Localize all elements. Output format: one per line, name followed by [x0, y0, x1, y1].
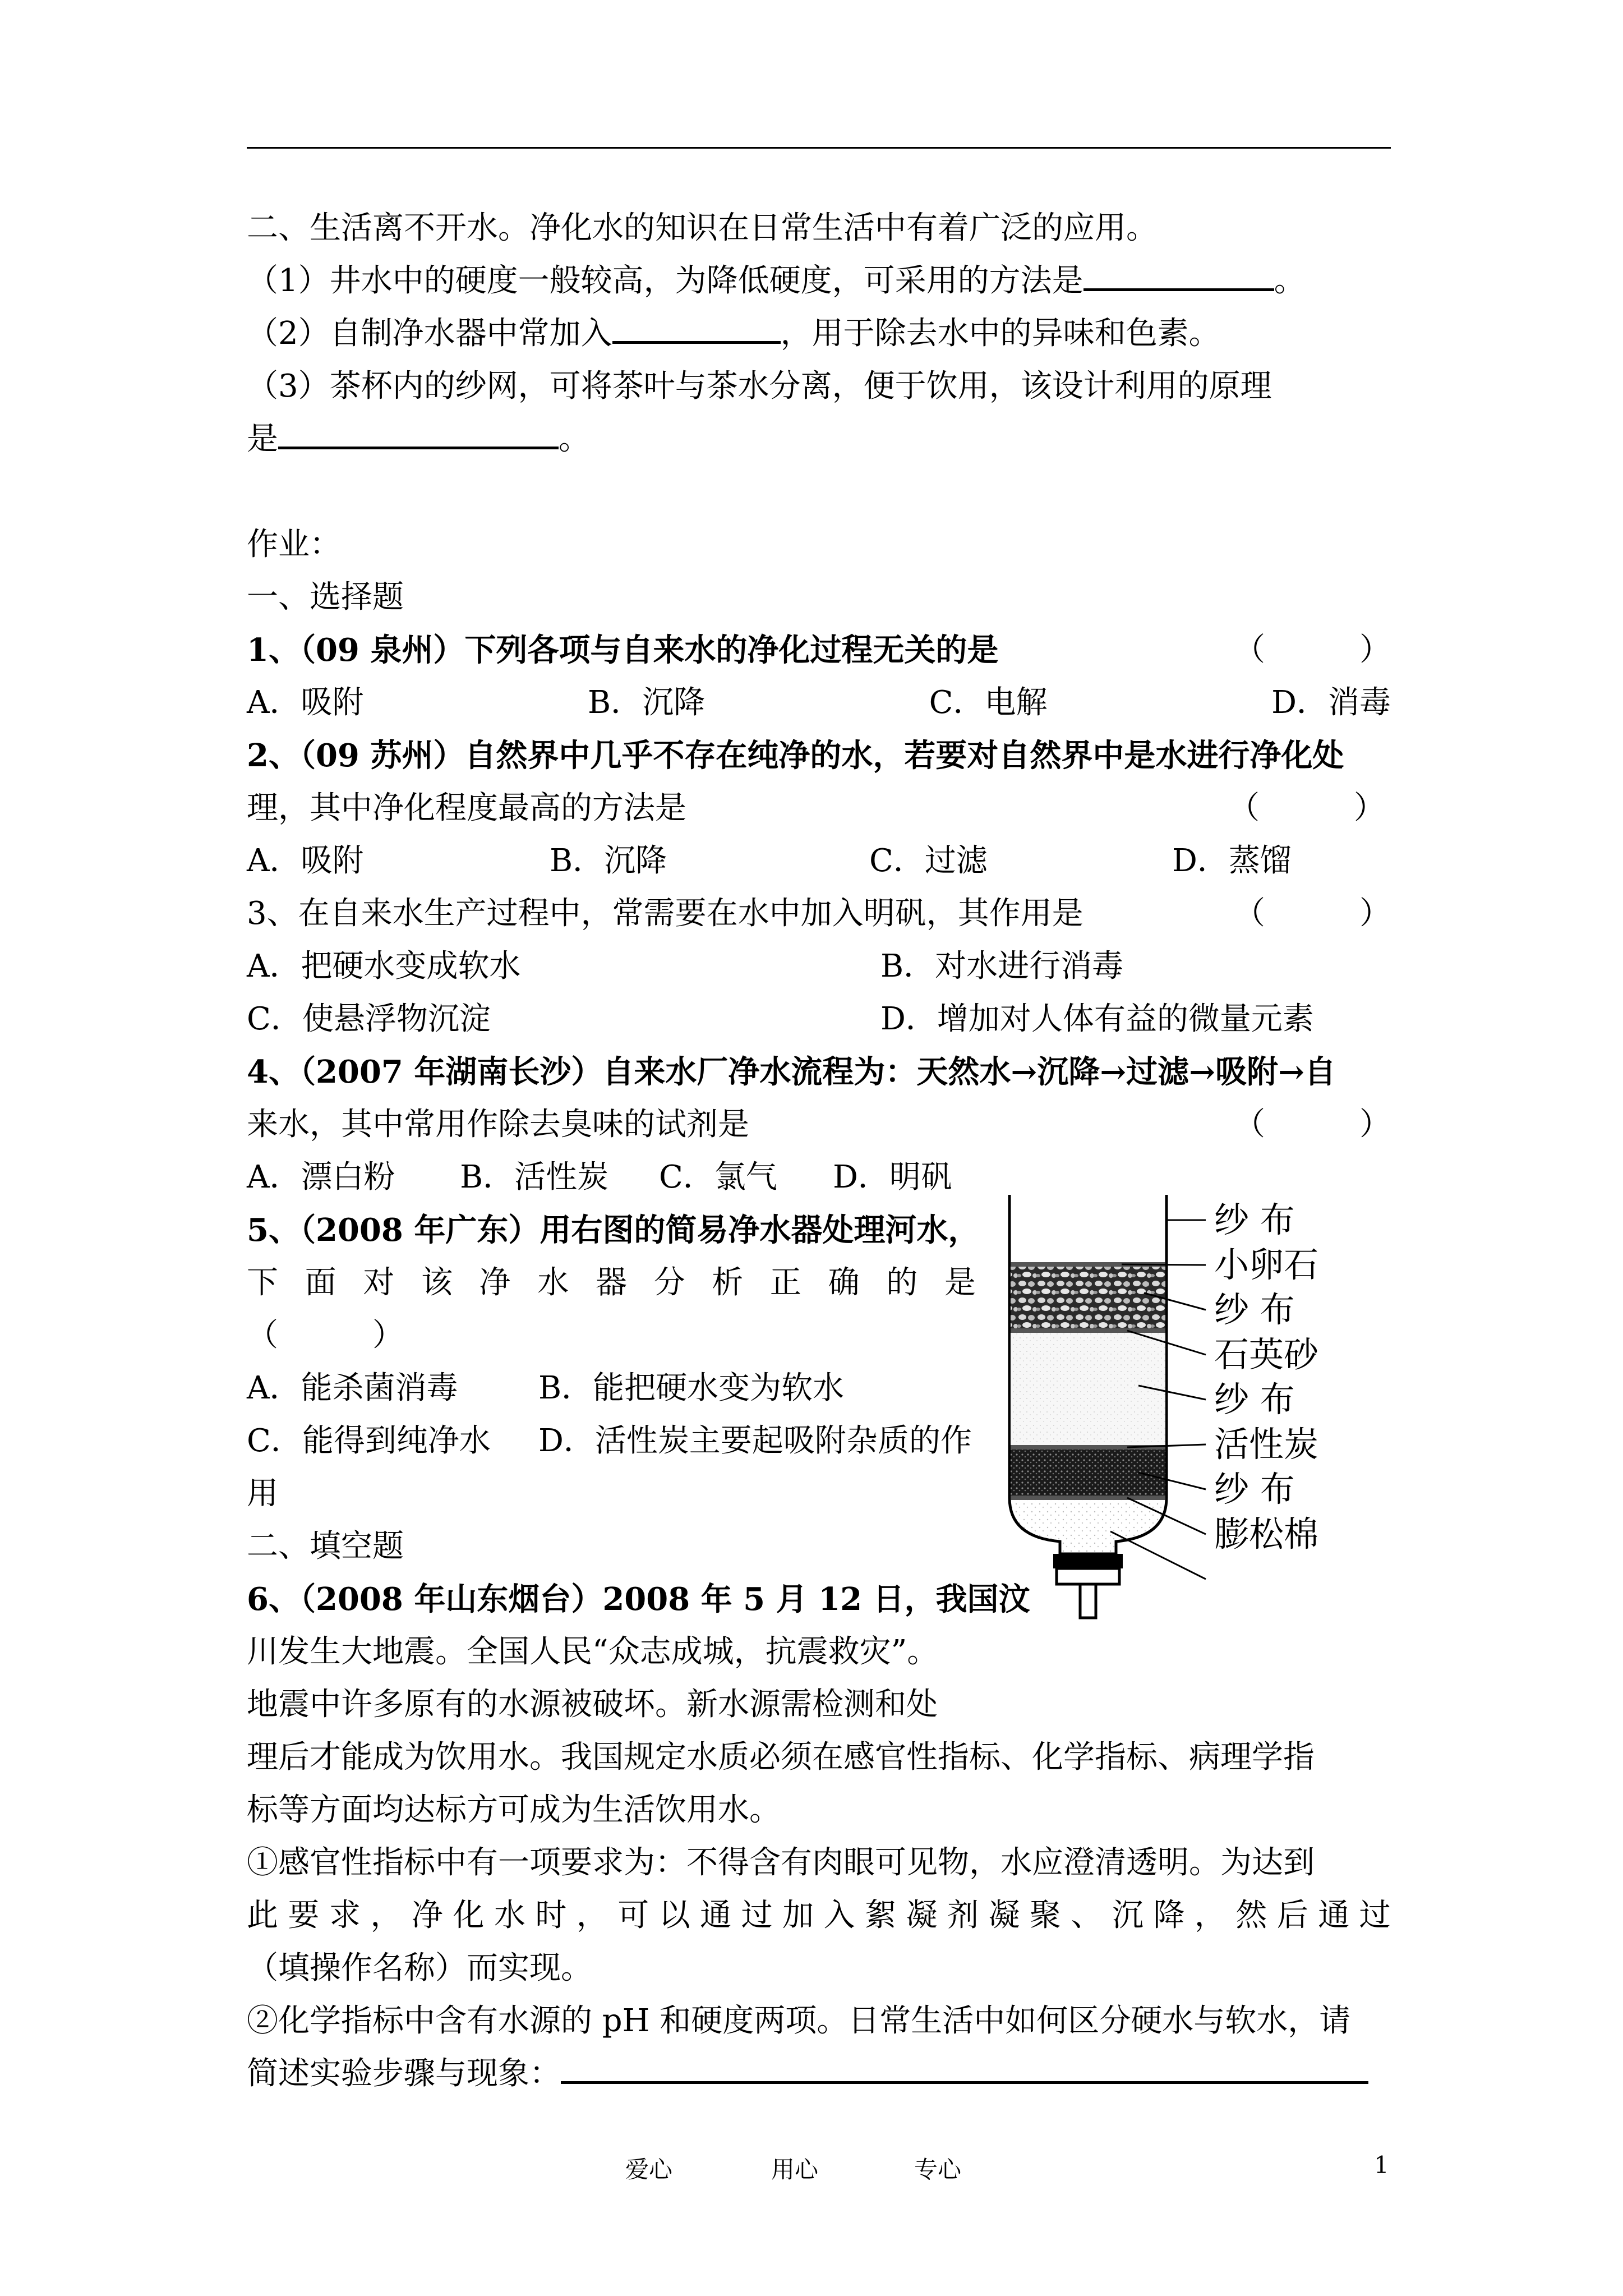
choice-heading: 一、选择题 [247, 579, 404, 615]
hw-q5-option-d-wrap: 用 [247, 1475, 278, 1512]
hw-q6-sub1-char: 时 [535, 1897, 567, 1934]
section2-heading: 二、生活离不开水。净化水的知识在日常生活中有着广泛的应用。 [247, 210, 1158, 246]
label-cotton: 膨松棉 [1214, 1513, 1319, 1554]
hw-q2-option-d[interactable]: D．蒸馏 [1172, 843, 1292, 879]
gauze-layer-2 [1011, 1328, 1165, 1333]
hw-q6-sub1-char: 可 [617, 1897, 649, 1934]
hw-q3-option-a[interactable]: A．把硬水变成软水 [247, 948, 521, 984]
hw-q4-answer-paren[interactable]: （ ） [1234, 1106, 1391, 1143]
hw-q2-text: 理，其中净化程度最高的方法是 [247, 790, 686, 826]
footer-left: 爱心 [625, 2156, 673, 2183]
label-gauze-3: 纱 布 [1214, 1379, 1295, 1420]
hw-q6-line1: 6、（2008 年山东烟台）2008 年 5 月 12 日，我国汶 [247, 1581, 1030, 1618]
hw-q3-option-d[interactable]: D．增加对人体有益的微量元素 [880, 1001, 1314, 1037]
hw-q6-sub2-text: 简述实验步骤与现象： [247, 2055, 561, 2092]
hw-q6-sub1-char: 、 [1071, 1897, 1103, 1934]
hw-q5-stem-char: 析 [712, 1264, 744, 1301]
hw-q6-line4: 理后才能成为饮用水。我国规定水质必须在感官性指标、化学指标、病理学指 [247, 1739, 1315, 1775]
hw-q4-stem-line2 [247, 1098, 1391, 1151]
hw-q5-stem-char: 是 [944, 1264, 976, 1301]
label-gauze-2: 纱 布 [1214, 1289, 1295, 1330]
hw-q2-option-c[interactable]: C．过滤 [869, 843, 988, 879]
hw-q6-sub1-char: 降 [1153, 1897, 1185, 1934]
hw-q5-stem-char: 确 [828, 1264, 860, 1301]
hw-q3-options-ab [247, 940, 1391, 993]
hw-q5-option-c[interactable]: C．能得到纯净水 [247, 1423, 491, 1459]
hw-q6-sub1-char: 聚 [1029, 1897, 1061, 1934]
hw-q4-option-d[interactable]: D．明矾 [833, 1159, 952, 1195]
hw-q6-sub1-char: 絮 [865, 1897, 897, 1934]
fill-heading: 二、填空题 [247, 1528, 404, 1565]
hw-q1-option-d[interactable]: D．消毒 [1271, 684, 1391, 721]
hw-q1-stem [247, 624, 1391, 677]
hw-q6-sub1-char: 水 [494, 1897, 525, 1934]
q3-text: 是 [247, 421, 278, 457]
hw-q6-sub1-char: 求 [329, 1897, 361, 1934]
footer-right: 专心 [914, 2156, 962, 2183]
hw-q5-stem-char: 正 [769, 1264, 801, 1301]
hw-q1-answer-paren[interactable]: （ ） [1234, 632, 1391, 668]
hw-q1-text: 1、（09 泉州）下列各项与自来水的净化过程无关的是 [247, 632, 999, 669]
hw-q6-sub1-char: 加 [782, 1897, 814, 1934]
section2-q3-line1: （3）茶杯内的纱网，可将茶叶与茶水分离，便于饮用，该设计利用的原理 [247, 368, 1272, 404]
hw-q6-sub1-char: ， [370, 1897, 402, 1934]
label-quartz-sand: 石英砂 [1214, 1334, 1319, 1375]
hw-q5-stem-char: 的 [886, 1264, 918, 1301]
hw-q3-options-cd [247, 993, 1391, 1046]
hw-q6-sub1-char: ， [576, 1897, 608, 1934]
hw-q6-sub1-char: 后 [1276, 1897, 1308, 1934]
hw-q6-sub1-line1: ①感官性指标中有一项要求为：不得含有肉眼可见物，水应澄清透明。为达到 [247, 1844, 1315, 1881]
q1-blank[interactable] [1083, 260, 1274, 291]
hw-q4-text: 来水，其中常用作除去臭味的试剂是 [247, 1106, 749, 1143]
q2-text: （2）自制净水器中常加入 [247, 315, 612, 352]
label-pebbles: 小卵石 [1214, 1244, 1319, 1285]
hw-q5-options-ab [247, 1362, 976, 1415]
hw-q5-option-d[interactable]: D．活性炭主要起吸附杂质的作 [538, 1423, 972, 1459]
q3-blank[interactable] [278, 418, 559, 449]
hw-q6-sub1-line2 [247, 1889, 1391, 1942]
q2-suffix: ，用于除去水中的异味和色素。 [780, 315, 1220, 352]
hw-q6-sub1-char: 通 [700, 1897, 732, 1934]
hw-q4-stem-line1: 4、（2007 年湖南长沙）自来水厂净水流程为：天然水→沉降→过滤→吸附→自 [247, 1053, 1336, 1091]
hw-q2-option-b[interactable]: B．沉降 [550, 843, 667, 879]
hw-q6-sub1-char: 剂 [947, 1897, 979, 1934]
gauze-layer-4 [1011, 1496, 1165, 1500]
activated-carbon-layer [1011, 1450, 1165, 1496]
spacer [247, 466, 1391, 518]
hw-q6-line3: 地震中许多原有的水源被破坏。新水源需检测和处 [247, 1686, 938, 1723]
hw-q5-stem-char: 该 [421, 1264, 453, 1301]
hw-q6-sub1-line3: （填操作名称）而实现。 [247, 1950, 592, 1986]
hw-q5-stem-char: 对 [363, 1264, 395, 1301]
quartz-sand-layer [1011, 1333, 1165, 1445]
hw-q2-stem-line2 [247, 782, 1391, 835]
filter-spout [1053, 1554, 1123, 1618]
label-activated-carbon: 活性炭 [1214, 1424, 1319, 1465]
hw-q6-sub1-char: 过 [1359, 1897, 1391, 1934]
section2-q3-line2 [247, 413, 1391, 466]
hw-q6-sub1-char: 要 [288, 1897, 320, 1934]
hw-q6-sub1-char: 净 [411, 1897, 443, 1934]
hw-q5-option-b[interactable]: B．能把硬水变为软水 [538, 1370, 845, 1406]
hw-q5-stem-char: 器 [595, 1264, 627, 1301]
hw-q6-sub2-line2 [247, 2047, 1391, 2100]
hw-q6-sub1-char: 凝 [988, 1897, 1020, 1934]
footer-middle: 用心 [771, 2156, 819, 2183]
hw-q6-sub1-char: 入 [823, 1897, 855, 1934]
hw-q5-answer-paren[interactable]: （ ） [247, 1317, 404, 1354]
hw-q5-stem-char: 下 [247, 1264, 278, 1301]
hw-q3-text: 3、在自来水生产过程中，常需要在水中加入明矾，其作用是 [247, 895, 1083, 932]
hw-q1-option-b[interactable]: B．沉降 [587, 684, 706, 721]
hw-q6-line2: 川发生大地震。全国人民“众志成城，抗震救灾”。 [247, 1634, 939, 1670]
hw-q4-option-b[interactable]: B．活性炭 [460, 1159, 609, 1195]
hw-q6-sub1-char: 凝 [906, 1897, 938, 1934]
hw-q1-option-c[interactable]: C．电解 [929, 684, 1048, 721]
hw-q2-options [247, 835, 1391, 887]
hw-q6-sub1-char: ， [1194, 1897, 1226, 1934]
hw-q1-option-a[interactable]: A．吸附 [247, 684, 364, 721]
hw-q5-stem-line1: 5、（2008 年广东）用右图的简易净水器处理河水， [247, 1212, 980, 1249]
hw-q2-answer-paren[interactable]: （ ） [1228, 790, 1385, 826]
q1-suffix: 。 [1274, 263, 1306, 299]
hw-q5-option-a[interactable]: A．能杀菌消毒 [247, 1370, 458, 1406]
header-rule [247, 147, 1391, 149]
q1-text: （1）井水中的硬度一般较高，为降低硬度，可采用的方法是 [247, 263, 1083, 299]
hw-q3-answer-paren[interactable]: （ ） [1234, 895, 1391, 932]
hw-q6-sub1-char: 此 [247, 1897, 278, 1934]
hw-q2-option-a[interactable]: A．吸附 [247, 843, 364, 879]
hw-q5-stem-char: 面 [305, 1264, 336, 1301]
section2-q1 [247, 255, 1391, 307]
hw-q6-sub2-blank[interactable] [561, 2053, 1368, 2084]
hw-q3-stem [247, 887, 1391, 940]
page-number: 1 [1374, 2151, 1389, 2179]
label-gauze-top: 纱 布 [1214, 1199, 1295, 1240]
water-filter-figure [998, 1195, 1368, 1632]
hw-q6-sub1-char: 以 [658, 1897, 690, 1934]
hw-q5-options-cd [247, 1415, 976, 1467]
hw-q6-sub1-char: 化 [453, 1897, 485, 1934]
hw-q3-option-c[interactable]: C．使悬浮物沉淀 [247, 1001, 491, 1037]
hw-q6-sub2-line1: ②化学指标中含有水源的 pH 和硬度两项。日常生活中如何区分硬水与软水，请 [247, 2003, 1351, 2039]
hw-q6-line5: 标等方面均达标方可成为生活饮用水。 [247, 1792, 781, 1828]
hw-q4-option-c[interactable]: C．氯气 [659, 1159, 777, 1195]
hw-q6-sub1-char: 通 [1318, 1897, 1350, 1934]
label-gauze-4: 纱 布 [1214, 1469, 1295, 1510]
section2-q2 [247, 307, 1391, 360]
hw-q6-sub1-char: 然 [1235, 1897, 1267, 1934]
hw-q6-sub1-char: 过 [741, 1897, 773, 1934]
hw-q5-stem-char: 净 [479, 1264, 511, 1301]
worksheet-content [247, 202, 1391, 2100]
hw-q5-stem-char: 水 [537, 1264, 569, 1301]
q3-suffix: 。 [559, 421, 590, 457]
hw-q5-stem-line2 [247, 1257, 976, 1309]
homework-title: 作业： [247, 526, 341, 563]
hw-q3-option-b[interactable]: B．对水进行消毒 [880, 948, 1124, 984]
hw-q2-stem-line1: 2、（09 苏州）自然界中几乎不存在纯净的水，若要对自然界中是水进行净化处 [247, 737, 1344, 774]
hw-q4-option-a[interactable]: A．漂白粉 [247, 1159, 395, 1195]
hw-q1-options [247, 677, 1391, 729]
hw-q6-sub1-char: 沉 [1112, 1897, 1144, 1934]
pebble-layer [1011, 1267, 1165, 1328]
q2-blank[interactable] [612, 313, 781, 344]
hw-q5-stem-char: 分 [653, 1264, 685, 1301]
